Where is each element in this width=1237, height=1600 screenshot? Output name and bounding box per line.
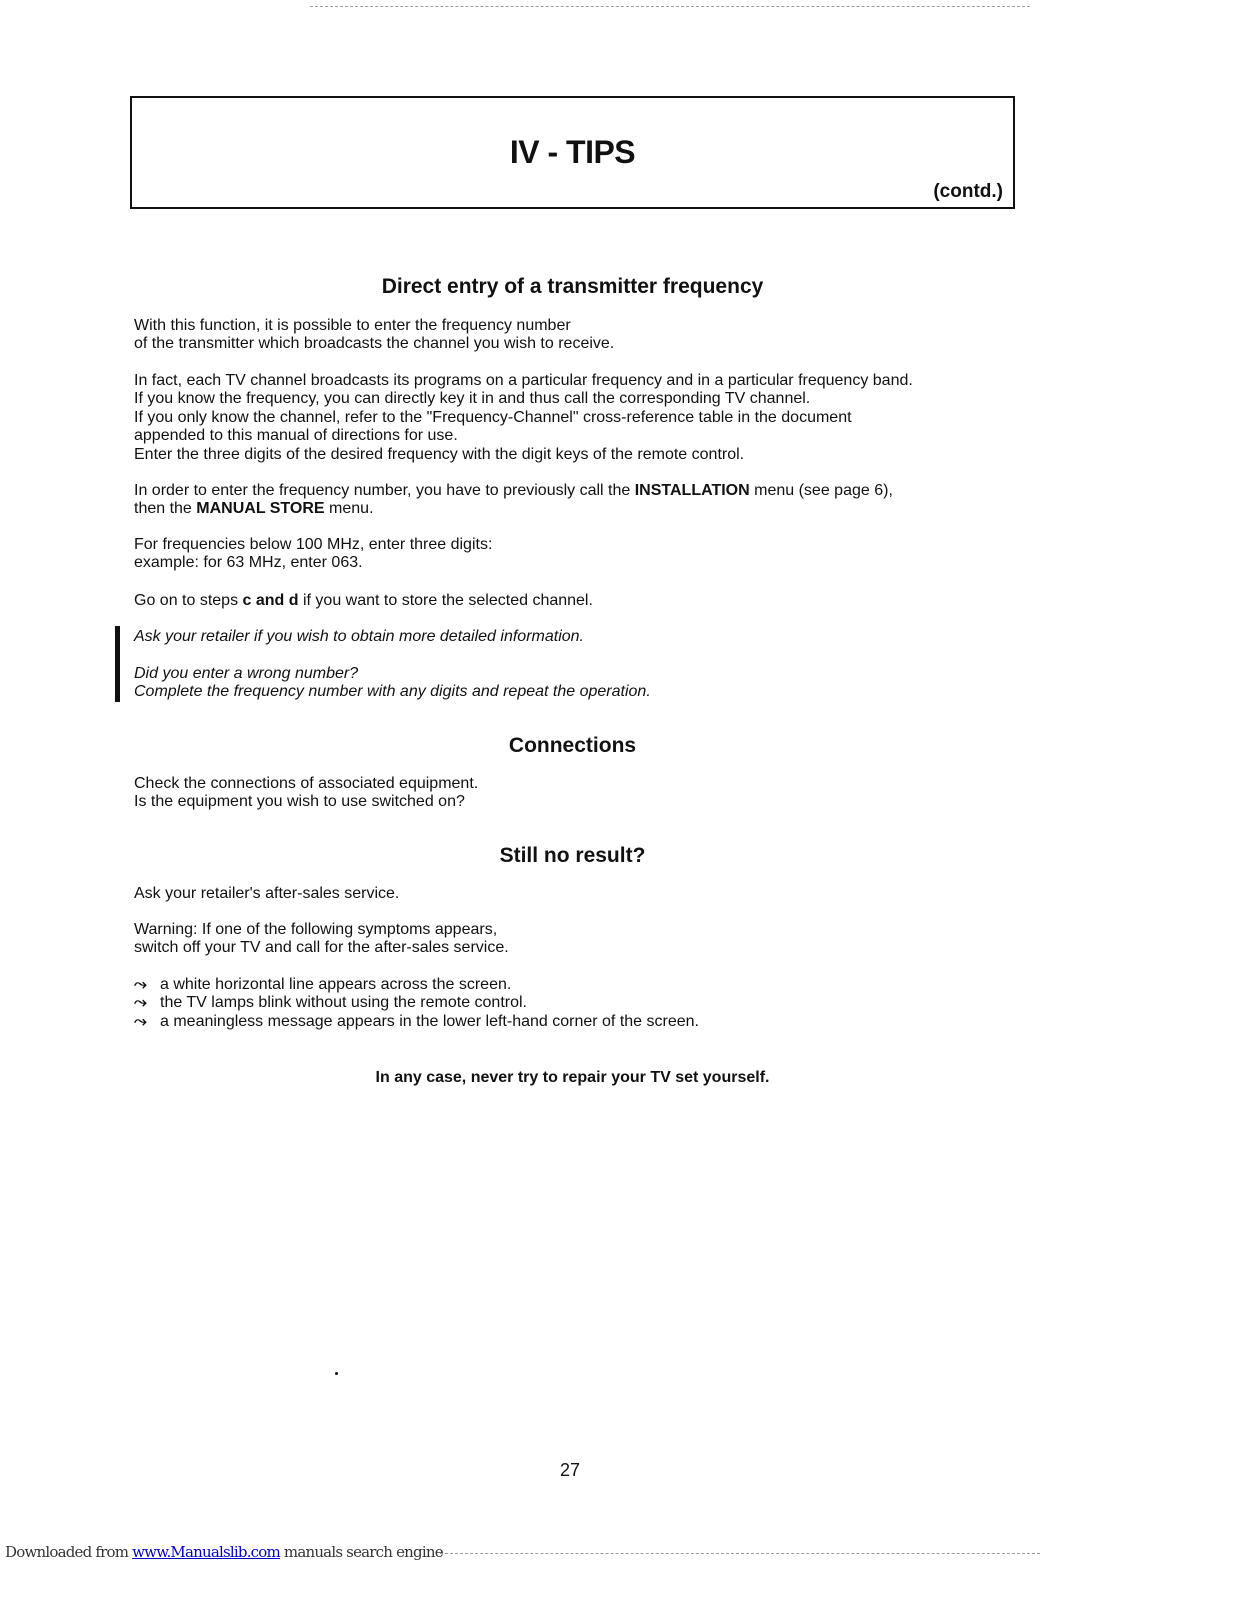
scan-speck xyxy=(335,1372,338,1375)
paragraph-warning xyxy=(134,921,1034,958)
text-line: Ask your retailer if you wish to obtain more detailed information. xyxy=(134,628,584,645)
note-margin-bar xyxy=(115,626,120,702)
paragraph-below-100mhz xyxy=(134,536,1034,573)
text-line: Ask your retailer's after-sales service. xyxy=(134,885,400,902)
text-line: In order to enter the frequency number, you have to previously call the INSTALLATION menu (see page 6), xyxy=(134,482,893,499)
paragraph-connections xyxy=(134,775,1034,812)
final-warning: In any case, never try to repair your TV set yourself. xyxy=(375,1069,770,1086)
text-line: Did you enter a wrong number? xyxy=(134,665,359,682)
symptom-list xyxy=(134,976,1034,1031)
text-line: appended to this manual of directions for use. xyxy=(134,427,458,445)
steps-reference: c and d xyxy=(242,592,299,609)
text-line: Go on to steps c and d if you want to store the selected channel. xyxy=(134,592,593,609)
scan-artifact-top xyxy=(310,6,1030,7)
text-line: of the transmitter which broadcasts the channel you wish to receive. xyxy=(134,335,615,353)
section-heading-still-no-result: Still no result? xyxy=(499,844,646,867)
text-line: switch off your TV and call for the after-sales service. xyxy=(134,939,509,957)
section-heading-connections: Connections xyxy=(508,734,637,757)
text-line: Complete the frequency number with any digits and repeat the operation. xyxy=(134,683,651,701)
page-number: 27 xyxy=(560,1460,581,1480)
installation-menu-name: INSTALLATION xyxy=(634,482,750,499)
text-line: If you only know the channel, refer to the "Frequency-Channel" cross-reference table in the document xyxy=(134,408,852,426)
scan-artifact-bottom xyxy=(440,1553,1040,1554)
paragraph-intro xyxy=(134,317,1034,354)
paragraph-installation xyxy=(134,482,1034,519)
arrow-bullet-icon: ⤳ xyxy=(134,976,147,993)
text-line: If you know the frequency, you can directly key it in and thus call the corresponding TV channel. xyxy=(134,390,811,408)
manualslib-link[interactable]: www.Manualslib.com xyxy=(132,1543,280,1561)
paragraph-after-sales xyxy=(134,885,1034,903)
list-item: ⤳ the TV lamps blink without using the remote control. xyxy=(134,994,527,1012)
paragraph-frequency-info xyxy=(134,372,1034,464)
text-line: For frequencies below 100 MHz, enter three digits: xyxy=(134,536,493,553)
manual-store-menu-name: MANUAL STORE xyxy=(196,500,325,518)
contd-label: (contd.) xyxy=(933,181,1003,202)
list-item: ⤳ a white horizontal line appears across the screen. xyxy=(134,976,512,993)
page-title: IV - TIPS xyxy=(509,134,636,170)
note-retailer xyxy=(134,628,1034,646)
text-line: Warning: If one of the following symptoms appears, xyxy=(134,921,498,938)
section-heading-direct-entry: Direct entry of a transmitter frequency xyxy=(381,275,764,298)
title-box xyxy=(130,96,1015,209)
text-line: Check the connections of associated equipment. xyxy=(134,775,479,792)
text-line: With this function, it is possible to enter the frequency number xyxy=(134,317,571,334)
arrow-bullet-icon: ⤳ xyxy=(134,1012,147,1030)
text-line: example: for 63 MHz, enter 063. xyxy=(134,554,363,572)
note-wrong-number xyxy=(134,665,1034,702)
text-line: Enter the three digits of the desired frequency with the digit keys of the remote control. xyxy=(134,445,745,463)
arrow-bullet-icon: ⤳ xyxy=(134,994,147,1012)
text-line: In fact, each TV channel broadcasts its programs on a particular frequency and in a particular frequency band. xyxy=(134,372,913,389)
download-footer: Downloaded from www.Manualslib.com manuals search engine xyxy=(5,1543,443,1561)
text-line: Is the equipment you wish to use switched on? xyxy=(134,793,465,811)
text-line: then the MANUAL STORE menu. xyxy=(134,500,374,518)
list-item: ⤳ a meaningless message appears in the lower left-hand corner of the screen. xyxy=(134,1012,699,1030)
paragraph-steps xyxy=(134,592,1034,610)
